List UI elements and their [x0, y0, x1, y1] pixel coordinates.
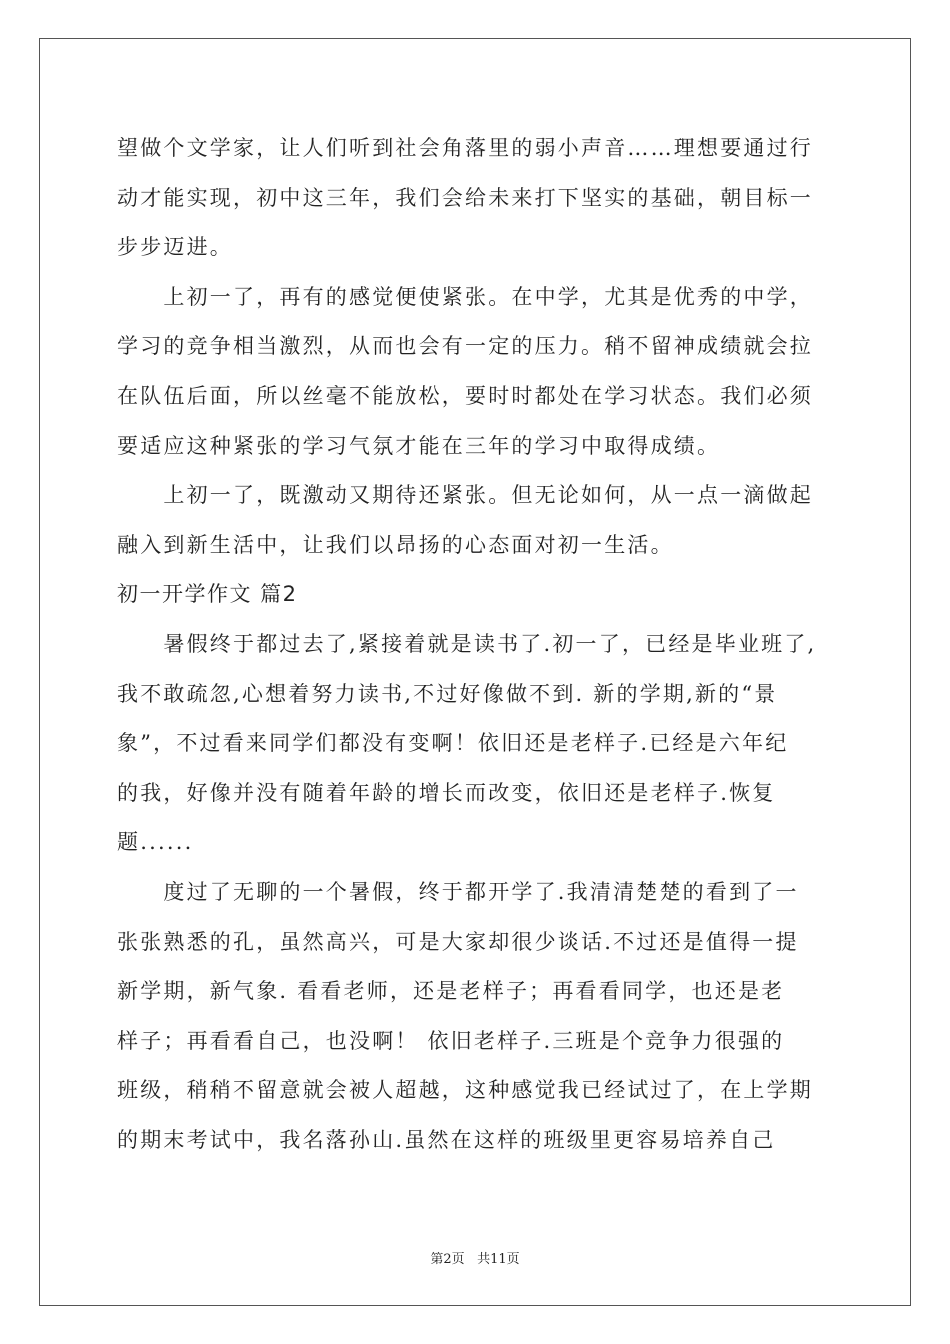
- total-pages: 共11页: [477, 1252, 520, 1267]
- text-line: 步步迈进。: [117, 235, 233, 260]
- text-line: 我不敢疏忽,心想着努力读书,不过好像做不到. 新的学期,新的“景: [117, 681, 778, 706]
- text-line: 上初一了，既激动又期待还紧张。但无论如何，从一点一滴做起: [117, 483, 813, 508]
- text-line: 暑假终于都过去了,紧接着就是读书了.初一了，已经是毕业班了,: [117, 631, 817, 656]
- text-line: 要适应这种紧张的学习气氛才能在三年的学习中取得成绩。: [117, 433, 721, 458]
- text-line: 在队伍后面，所以丝毫不能放松，要时时都处在学习状态。我们必须: [117, 383, 813, 408]
- text-line: 望做个文学家，让人们听到社会角落里的弱小声音……理想要通过行: [117, 136, 813, 160]
- text-line: 上初一了，再有的感觉便使紧张。在中学，尤其是优秀的中学，: [117, 284, 813, 309]
- text-line: 学习的竞争相当激烈，从而也会有一定的压力。稍不留神成绩就会拉: [117, 334, 813, 359]
- page-footer: [0, 1248, 950, 1267]
- text-line: 新学期，新气象. 看看老师，还是老样子；再看看同学，也还是老: [117, 979, 785, 1004]
- text-line: 题......: [117, 830, 194, 855]
- document-body: [117, 124, 837, 1165]
- page-number: 第2页: [430, 1252, 465, 1267]
- text-line: 象”，不过看来同学们都没有变啊！依旧还是老样子.已经是六年纪: [117, 731, 789, 756]
- text-line: 样子；再看看自己，也没啊！ 依旧老样子.三班是个竞争力很强的: [117, 1028, 785, 1053]
- footer-spacer: [465, 1252, 477, 1267]
- text-line: 度过了无聊的一个暑假，终于都开学了.我清清楚楚的看到了一: [117, 879, 799, 904]
- text-line: 的期末考试中，我名落孙山.虽然在这样的班级里更容易培养自己: [117, 1127, 776, 1152]
- text-line: 融入到新生活中，让我们以昂扬的心态面对初一生活。: [117, 532, 674, 557]
- text-line: 张张熟悉的孔，虽然高兴，可是大家却很少谈话.不过还是值得一提: [117, 929, 799, 954]
- text-line: 的我，好像并没有随着年龄的增长而改变，依旧还是老样子.恢复: [117, 780, 776, 805]
- section-heading: 初一开学作文 篇2: [117, 582, 298, 607]
- text-line: 动才能实现，初中这三年，我们会给未来打下坚实的基础，朝目标一: [117, 185, 813, 210]
- text-line: 班级，稍稍不留意就会被人超越，这种感觉我已经试过了，在上学期: [117, 1078, 813, 1103]
